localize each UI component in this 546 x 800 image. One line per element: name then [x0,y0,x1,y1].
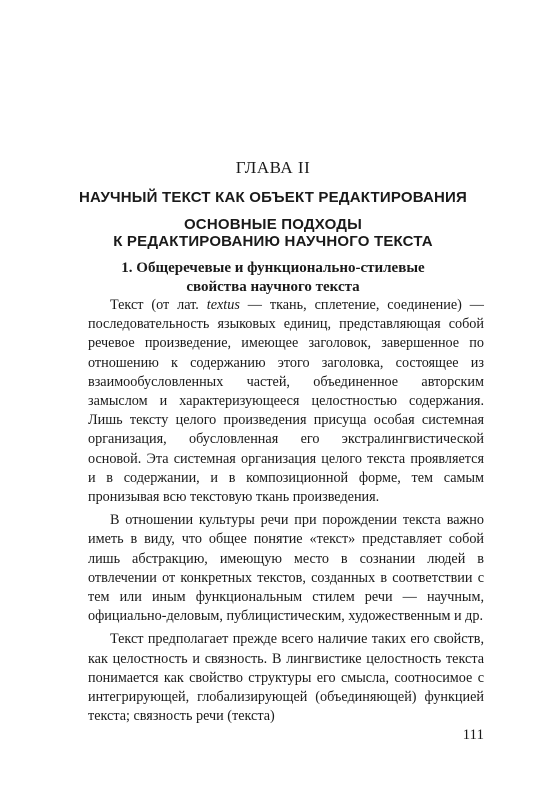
paragraph-1-start: Текст (от лат. [110,297,207,313]
paragraph-1 [88,296,484,507]
section-heading [90,259,456,297]
paragraph-2: В отношении культуры речи при порождении текста важно иметь в виду, что общее понятие «текст» представляет собой лишь абстракцию, имеющую место в сознании людей в отвлечении от конкретных текстов, созданных в соответствии с тем или иным функциональным стилем речи — научным, официально-деловым, публицистическим, художественным и др. [88,512,484,625]
subtitle-line-2: К РЕДАКТИРОВАНИЮ НАУЧНОГО ТЕКСТА [113,233,433,250]
section-heading-line-1: 1. Общеречевые и функционально-стилевые [121,260,425,276]
paragraph-3: Текст предполагает прежде всего наличие таких его свойств, как целостность и связность. В лингвистике целостность текста понимается как свойство структуры его смысла, соотносимое с интегрирующей, глобализирующей (объединяющей) функцией текста; связность речи (текста) [88,631,484,725]
page-number: 111 [462,727,484,743]
chapter-title: НАУЧНЫЙ ТЕКСТ КАК ОБЪЕКТ РЕДАКТИРОВАНИЯ [78,189,468,206]
body-text [88,296,484,726]
subtitle [70,216,476,250]
subtitle-line-1: ОСНОВНЫЕ ПОДХОДЫ [183,216,363,233]
paragraph-1-rest: — ткань, сплетение, соединение) — последовательность языковых единиц, представляющая собой речевое произведение, имеющее заголовок, завершенное по отношению к содержанию этого заголовка, состоящее из взаимообусловленных частей, объединенное авторским замыслом и характеризующееся целостностью содержания. Лишь тексту целого произведения присуща особая системная организация, обусловленная его экстралингвистической основой. Эта системная организация целого текста проявляется и в содержании, и в композиционной форме, тем самым пронизывая всю текстовую ткань произведения. [88,297,484,506]
latin-term: textus [206,297,240,313]
section-heading-line-2: свойства научного текста [186,279,360,295]
chapter-heading: ГЛАВА II [235,158,311,177]
